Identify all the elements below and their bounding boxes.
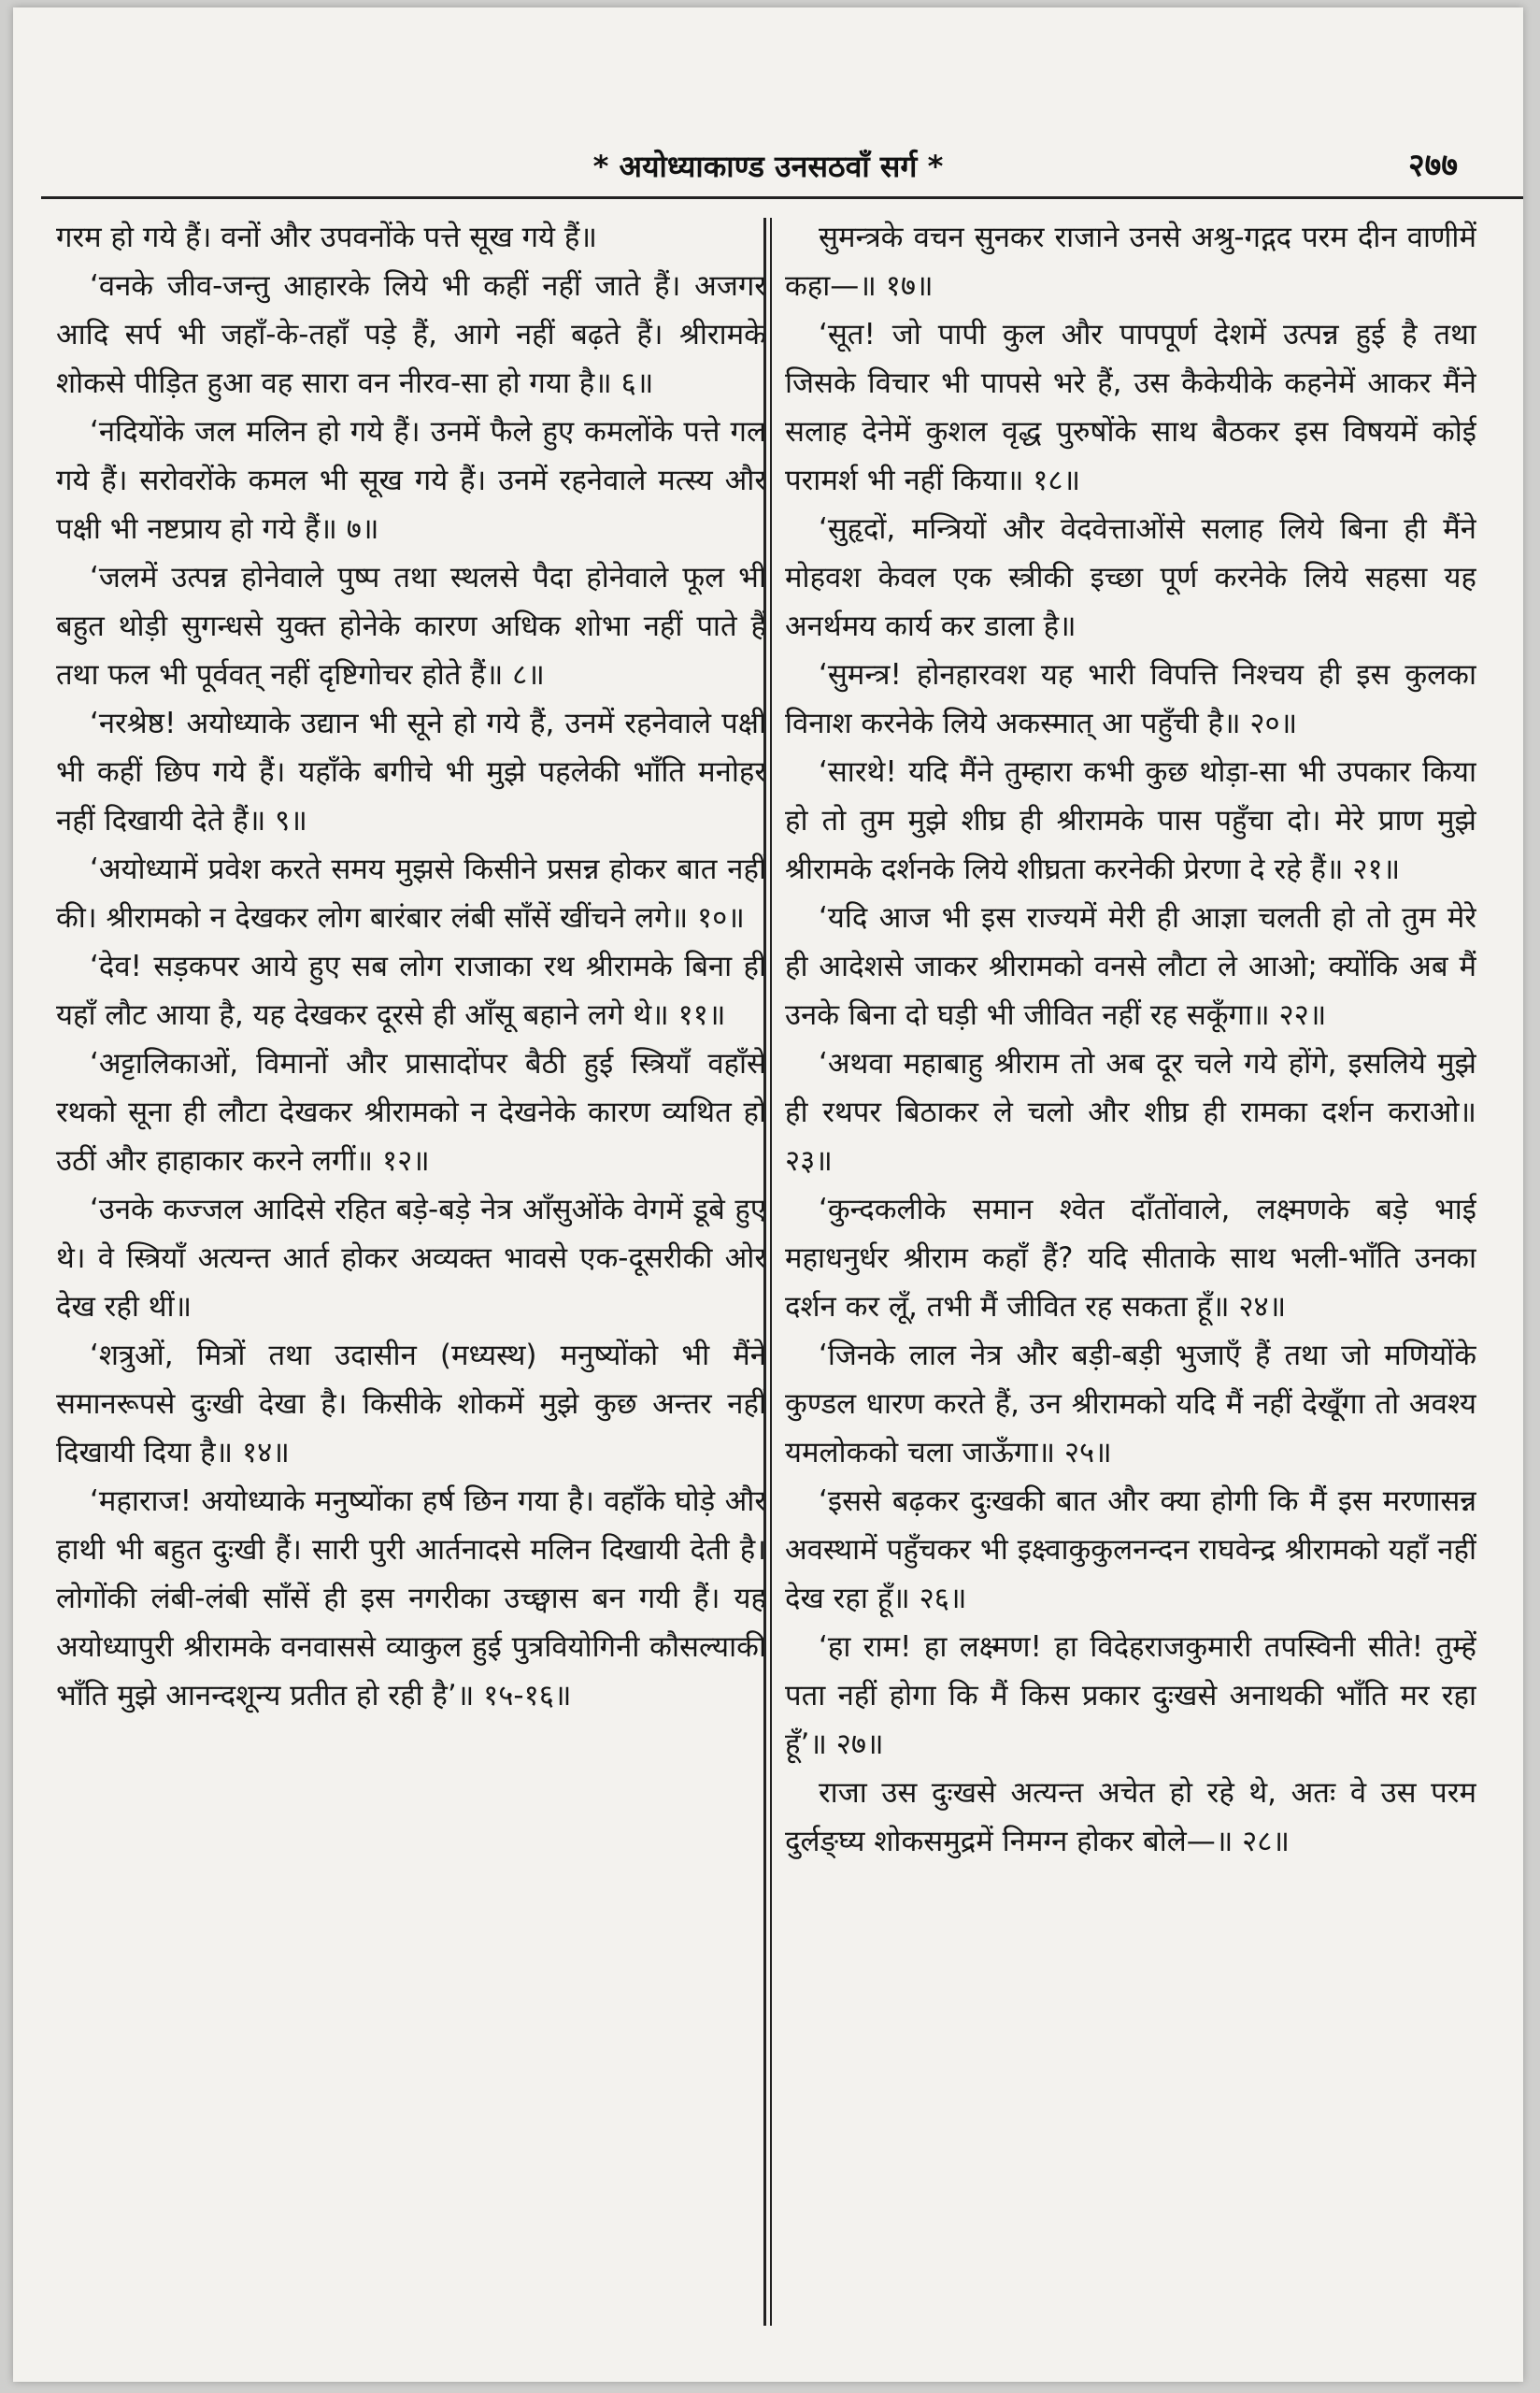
book-page (13, 7, 1523, 2382)
verse-paragraph: ‘अयोध्यामें प्रवेश करते समय मुझसे किसीने प्रसन्न होकर बात नहीं की। श्रीरामको न देखकर लोग बारंबार लंबी साँसें खींचने लगे॥ १०॥ (56, 853, 766, 935)
column-divider (763, 218, 766, 2326)
verse-paragraph: ‘सुमन्त्र! होनहारवश यह भारी विपत्ति निश्चय ही इस कुलका विनाश करनेके लिये अकस्मात् आ पहुँची है॥ २०॥ (785, 658, 1476, 740)
verse-paragraph: ‘नरश्रेष्ठ! अयोध्याके उद्यान भी सूने हो गये हैं, उनमें रहनेवाले पक्षी भी कहीं छिप गये हैं। यहाँके बगीचे भी मुझे पहलेकी भाँति मनोहर नहीं दिखायी देते हैं॥ ९॥ (56, 707, 766, 838)
verse-paragraph: ‘यदि आज भी इस राज्यमें मेरी ही आज्ञा चलती हो तो तुम मेरे ही आदेशसे जाकर श्रीरामको वनसे लौटा ले आओ; क्योंकि अब मैं उनके बिना दो घड़ी भी जीवित नहीं रह सकूँगा॥ २२॥ (785, 901, 1476, 1032)
right-column (785, 213, 1476, 2326)
verse-paragraph: ‘अट्टालिकाओं, विमानों और प्रासादोंपर बैठी हुई स्त्रियाँ वहाँसे रथको सूना ही लौटा देखकर श्रीरामको न देखनेके कारण व्यथित हो उठीं और हाहाकार करने लगीं॥ १२॥ (56, 1047, 766, 1178)
left-column (56, 213, 766, 2326)
running-title: * अयोध्याकाण्ड उनसठवाँ सर्ग * (592, 149, 944, 184)
verse-paragraph: सुमन्त्रके वचन सुनकर राजाने उनसे अश्रु-गद्गद परम दीन वाणीमें कहा—॥ १७॥ (785, 221, 1476, 303)
verse-paragraph: ‘सूत! जो पापी कुल और पापपूर्ण देशमें उत्पन्न हुई है तथा जिसके विचार भी पापसे भरे हैं, उस कैकेयीके कहनेमें आकर मैंने सलाह देनेमें कुशल वृद्ध पुरुषोंके साथ बैठकर इस विषयमें कोई परामर्श भी नहीं किया॥ १८॥ (785, 318, 1476, 497)
verse-paragraph: ‘हा राम! हा लक्ष्मण! हा विदेहराजकुमारी तपस्विनी सीते! तुम्हें पता नहीं होगा कि मैं किस प्रकार दुःखसे अनाथकी भाँति मर रहा हूँ’॥ २७॥ (785, 1630, 1476, 1761)
header-rule (41, 196, 1523, 199)
verse-paragraph: ‘शत्रुओं, मित्रों तथा उदासीन (मध्यस्थ) मनुष्योंको भी मैंने समानरूपसे दुःखी देखा है। किसीके शोकमें मुझे कुछ अन्तर नहीं दिखायी दिया है॥ १४॥ (56, 1339, 766, 1469)
page-header (69, 120, 1467, 194)
verse-paragraph: गरम हो गये हैं। वनों और उपवनोंके पत्ते सूख गये हैं॥ (56, 221, 597, 254)
verse-paragraph: ‘वनके जीव-जन्तु आहारके लिये भी कहीं नहीं जाते हैं। अजगर आदि सर्प भी जहाँ-के-तहाँ पड़े हैं, आगे नहीं बढ़ते हैं। श्रीरामके शोकसे पीड़ित हुआ वह सारा वन नीरव-सा हो गया है॥ ६॥ (56, 269, 766, 400)
verse-paragraph: ‘देव! सड़कपर आये हुए सब लोग राजाका रथ श्रीरामके बिना ही यहाँ लौट आया है, यह देखकर दूरसे ही आँसू बहाने लगे थे॥ ११॥ (56, 950, 766, 1032)
column-divider (770, 218, 772, 2326)
verse-paragraph: ‘कुन्दकलीके समान श्वेत दाँतोंवाले, लक्ष्मणके बड़े भाई महाधनुर्धर श्रीराम कहाँ हैं? यदि सीताके साथ भली-भाँति उनका दर्शन कर लूँ, तभी मैं जीवित रह सकता हूँ॥ २४॥ (785, 1193, 1476, 1324)
verse-paragraph: ‘महाराज! अयोध्याके मनुष्योंका हर्ष छिन गया है। वहाँके घोड़े और हाथी भी बहुत दुःखी हैं। सारी पुरी आर्तनादसे मलिन दिखायी देती है। लोगोंकी लंबी-लंबी साँसें ही इस नगरीका उच्छ्वास बन गयी हैं। यह अयोध्यापुरी श्रीरामके वनवाससे व्याकुल हुई पुत्रवियोगिनी कौसल्याकी भाँति मुझे आनन्दशून्य प्रतीत हो रही है’॥ १५-१६॥ (56, 1484, 766, 1712)
verse-paragraph: ‘जिनके लाल नेत्र और बड़ी-बड़ी भुजाएँ हैं तथा जो मणियोंके कुण्डल धारण करते हैं, उन श्रीरामको यदि मैं नहीं देखूँगा तो अवश्य यमलोकको चला जाऊँगा॥ २५॥ (785, 1339, 1476, 1469)
verse-paragraph: ‘इससे बढ़कर दुःखकी बात और क्या होगी कि मैं इस मरणासन्न अवस्थामें पहुँचकर भी इक्ष्वाकुकुलनन्दन राघवेन्द्र श्रीरामको यहाँ नहीं देख रहा हूँ॥ २६॥ (785, 1484, 1476, 1615)
verse-paragraph: ‘नदियोंके जल मलिन हो गये हैं। उनमें फैले हुए कमलोंके पत्ते गल गये हैं। सरोवरोंके कमल भी सूख गये हैं। उनमें रहनेवाले मत्स्य और पक्षी भी नष्टप्राय हो गये हैं॥ ७॥ (56, 415, 766, 546)
verse-paragraph: ‘सारथे! यदि मैंने तुम्हारा कभी कुछ थोड़ा-सा भी उपकार किया हो तो तुम मुझे शीघ्र ही श्रीरामके पास पहुँचा दो। मेरे प्राण मुझे श्रीरामके दर्शनके लिये शीघ्रता करनेकी प्रेरणा दे रहे हैं॥ २१॥ (785, 755, 1476, 886)
verse-paragraph: ‘उनके कज्जल आदिसे रहित बड़े-बड़े नेत्र आँसुओंके वेगमें डूबे हुए थे। वे स्त्रियाँ अत्यन्त आर्त होकर अव्यक्त भावसे एक-दूसरीकी ओर देख रही थीं॥ (56, 1193, 766, 1324)
verse-paragraph: ‘सुहृदों, मन्त्रियों और वेदवेत्ताओंसे सलाह लिये बिना ही मैंने मोहवश केवल एक स्त्रीकी इच्छा पूर्ण करनेके लिये सहसा यह अनर्थमय कार्य कर डाला है॥ (785, 512, 1476, 643)
verse-paragraph: ‘जलमें उत्पन्न होनेवाले पुष्प तथा स्थलसे पैदा होनेवाले फूल भी बहुत थोड़ी सुगन्धसे युक्त होनेके कारण अधिक शोभा नहीं पाते हैं तथा फल भी पूर्ववत् नहीं दृष्टिगोचर होते हैं॥ ८॥ (56, 561, 766, 692)
page-number: २७७ (1407, 147, 1458, 184)
verse-paragraph: ‘अथवा महाबाहु श्रीराम तो अब दूर चले गये होंगे, इसलिये मुझे ही रथपर बिठाकर ले चलो और शीघ्र ही रामका दर्शन कराओ॥ २३॥ (785, 1047, 1476, 1178)
verse-paragraph: राजा उस दुःखसे अत्यन्त अचेत हो रहे थे, अतः वे उस परम दुर्लङ्घ्य शोकसमुद्रमें निमग्न होकर बोले—॥ २८॥ (785, 1776, 1476, 1858)
